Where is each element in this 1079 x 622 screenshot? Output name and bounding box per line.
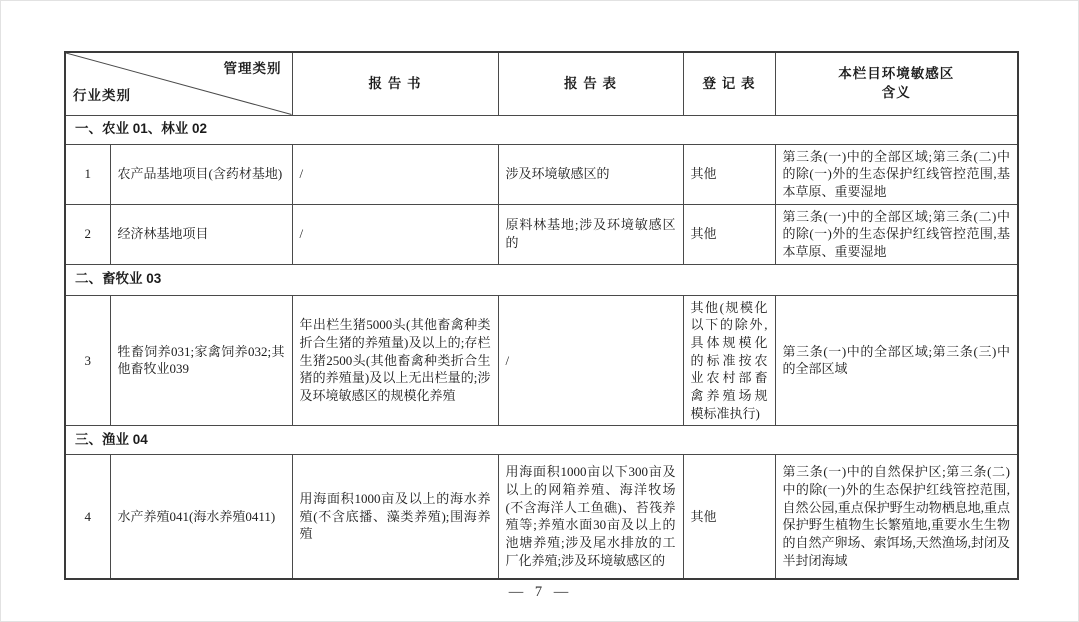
- report-form-cell: 用海面积1000亩以下300亩及以上的网箱养殖、海洋牧场(不含海洋人工鱼礁)、苔筏养殖等;养殖水面30亩及以上的池塘养殖;涉及尾水排放的工厂化养殖;涉及环境敏感区的: [498, 455, 683, 579]
- page-number: — 7 —: [508, 584, 573, 600]
- registration-form-cell: 其他(规模化以下的除外,具体规模化的标准按农业农村部畜禽养殖场规模标准执行): [683, 295, 775, 426]
- row-number: 3: [65, 295, 110, 426]
- classification-table: [64, 51, 1019, 580]
- header-sensitive-area-meaning: [775, 52, 1018, 115]
- table-row: [65, 295, 1018, 426]
- header-sensitive-area-line1: 本栏目环境敏感区: [838, 66, 955, 82]
- report-form-cell: 涉及环境敏感区的: [498, 144, 683, 204]
- section-title-livestock: 二、畜牧业 03: [65, 264, 1018, 295]
- registration-form-cell: 其他: [683, 204, 775, 264]
- classification-table-wrap: [64, 51, 1017, 580]
- sensitive-meaning-cell: 第三条(一)中的自然保护区;第三条(二)中的除(一)外的生态保护红线管控范围,自然公园,重点保护野生动物栖息地,重点保护野生植物生长繁殖地,重要水生生物的自然产卵场、索饵场,天然渔场,封闭及半封闭海域: [775, 455, 1018, 579]
- sensitive-meaning-cell: 第三条(一)中的全部区域;第三条(二)中的除(一)外的生态保护红线管控范围,基本草原、重要湿地: [775, 204, 1018, 264]
- report-book-cell: 年出栏生猪5000头(其他畜禽种类折合生猪的养殖量)及以上的;存栏生猪2500头(其他畜禽种类折合生猪的养殖量)及以上无出栏量的;涉及环境敏感区的规模化养殖: [292, 295, 498, 426]
- table-row: [65, 204, 1018, 264]
- table-row: [65, 144, 1018, 204]
- industry-cell: 水产养殖041(海水养殖0411): [110, 455, 292, 579]
- section-row-agriculture: [65, 115, 1018, 144]
- header-report-form: 报 告 表: [498, 52, 683, 115]
- header-registration-form: 登 记 表: [683, 52, 775, 115]
- row-number: 4: [65, 455, 110, 579]
- row-number: 2: [65, 204, 110, 264]
- header-industry-category: 行业类别: [73, 88, 131, 104]
- section-row-livestock: [65, 264, 1018, 295]
- sensitive-meaning-cell: 第三条(一)中的全部区域;第三条(二)中的除(一)外的生态保护红线管控范围,基本草原、重要湿地: [775, 144, 1018, 204]
- report-form-cell: /: [498, 295, 683, 426]
- header-management-category: 管理类别: [223, 61, 282, 76]
- report-book-cell: 用海面积1000亩及以上的海水养殖(不含底播、藻类养殖);围海养殖: [292, 455, 498, 579]
- report-form-cell: 原料林基地;涉及环境敏感区的: [498, 204, 683, 264]
- section-title-fishery: 三、渔业 04: [65, 426, 1018, 455]
- header-sensitive-area-line2: 含义: [881, 84, 911, 100]
- table-header-row: [65, 52, 1018, 115]
- diagonal-header-cell: [65, 52, 292, 115]
- industry-cell: 牲畜饲养031;家禽饲养032;其他畜牧业039: [110, 295, 292, 426]
- registration-form-cell: 其他: [683, 455, 775, 579]
- sensitive-meaning-cell: 第三条(一)中的全部区域;第三条(三)中的全部区域: [775, 295, 1018, 426]
- industry-cell: 经济林基地项目: [110, 204, 292, 264]
- table-row: [65, 455, 1018, 579]
- header-report-book: 报 告 书: [292, 52, 498, 115]
- section-title-agriculture: 一、农业 01、林业 02: [65, 115, 1018, 144]
- report-book-cell: /: [292, 204, 498, 264]
- registration-form-cell: 其他: [683, 144, 775, 204]
- industry-cell: 农产品基地项目(含药材基地): [110, 144, 292, 204]
- section-row-fishery: [65, 426, 1018, 455]
- row-number: 1: [65, 144, 110, 204]
- report-book-cell: /: [292, 144, 498, 204]
